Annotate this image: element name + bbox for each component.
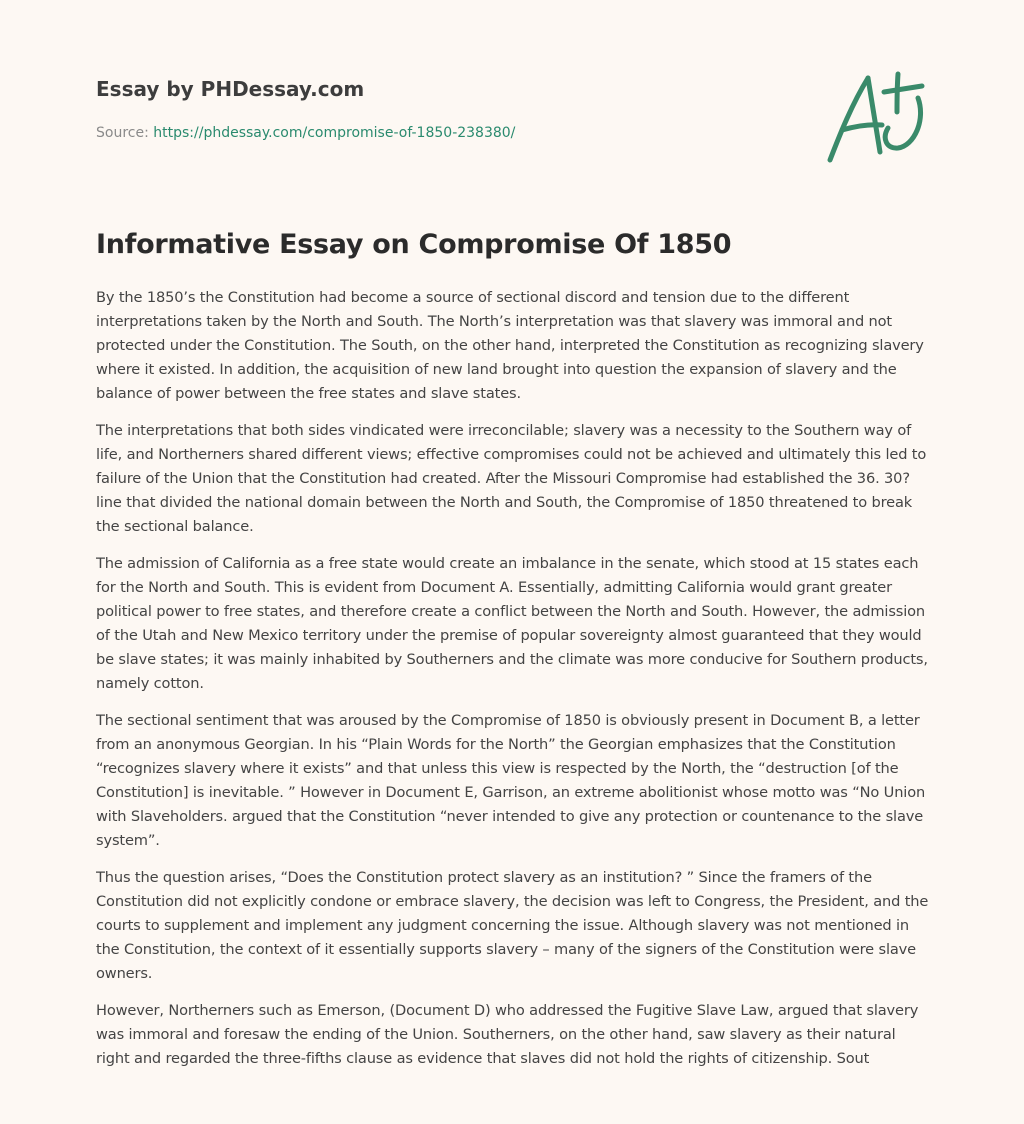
- essay-paragraph: The interpretations that both sides vindicated were irreconcilable; slavery was a necessity to the Southern way of life, and Northerners shared different views; effective compromises could not be achieved and ultimately this led to failure of the Union that the Constitution had created. After the Missouri Compromise had established the 36. 30? line that divided the national domain between the North and South, the Compromise of 1850 threatened to break the sectional balance.: [96, 422, 927, 535]
- essay-body: [96, 286, 930, 1108]
- source-line: [96, 123, 796, 143]
- essay-header: [96, 74, 796, 143]
- site-brand: Essay by PHDessay.com: [96, 77, 365, 101]
- essay-title: Informative Essay on Compromise Of 1850: [96, 229, 732, 260]
- essay-paragraph: However, Northerners such as Emerson, (Document D) who addressed the Fugitive Slave Law, argued that slavery was immoral and foresaw the ending of the Union. Southerners, on the other hand, saw slavery as their natural right and regarded the three-fifths clause as evidence that slaves did not hold the rights of citizenship. Sout: [96, 1002, 919, 1067]
- source-label: Source:: [96, 125, 149, 141]
- essay-paragraph: The admission of California as a free state would create an imbalance in the senate, which stood at 15 states each for the North and South. This is evident from Document A. Essentially, admitting California would grant greater political power to free states, and therefore create a conflict between the North and South. However, the admission of the Utah and New Mexico territory under the premise of popular sovereignty almost guaranteed that they would be slave states; it was mainly inhabited by Southerners and the climate was more conducive for Southern products, namely cotton.: [96, 555, 928, 692]
- essay-paragraph: Thus the question arises, “Does the Constitution protect slavery as an institution? ” Since the framers of the Constitution did not explicitly condone or embrace slavery, the decision was left to Congress, the President, and the courts to supplement and implement any judgment concerning the issue. Although slavery was not mentioned in the Constitution, the context of it essentially supports slavery – many of the signers of the Constitution were slave owners.: [96, 869, 929, 982]
- essay-paragraph: The sectional sentiment that was aroused by the Compromise of 1850 is obviously present in Document B, a letter from an anonymous Georgian. In his “Plain Words for the North” the Georgian emphasizes that the Constitution “recognizes slavery where it exists” and that unless this view is respected by the North, the “destruction [of the Constitution] is inevitable. ” However in Document E, Garrison, an extreme abolitionist whose motto was “No Union with Slaveholders. argued that the Constitution “never intended to give any protection or countenance to the slave system”.: [96, 712, 926, 849]
- source-link[interactable]: https://phdessay.com/compromise-of-1850-238380/: [153, 125, 516, 141]
- essay-paragraph: By the 1850’s the Constitution had become a source of sectional discord and tension due to the different interpretations taken by the North and South. The North’s interpretation was that slavery was immoral and not protected under the Constitution. The South, on the other hand, interpreted the Constitution as recognizing slavery where it existed. In addition, the acquisition of new land brought into question the expansion of slavery and the balance of power between the free states and slave states.: [96, 289, 924, 402]
- a-plus-logo-icon: [822, 68, 928, 166]
